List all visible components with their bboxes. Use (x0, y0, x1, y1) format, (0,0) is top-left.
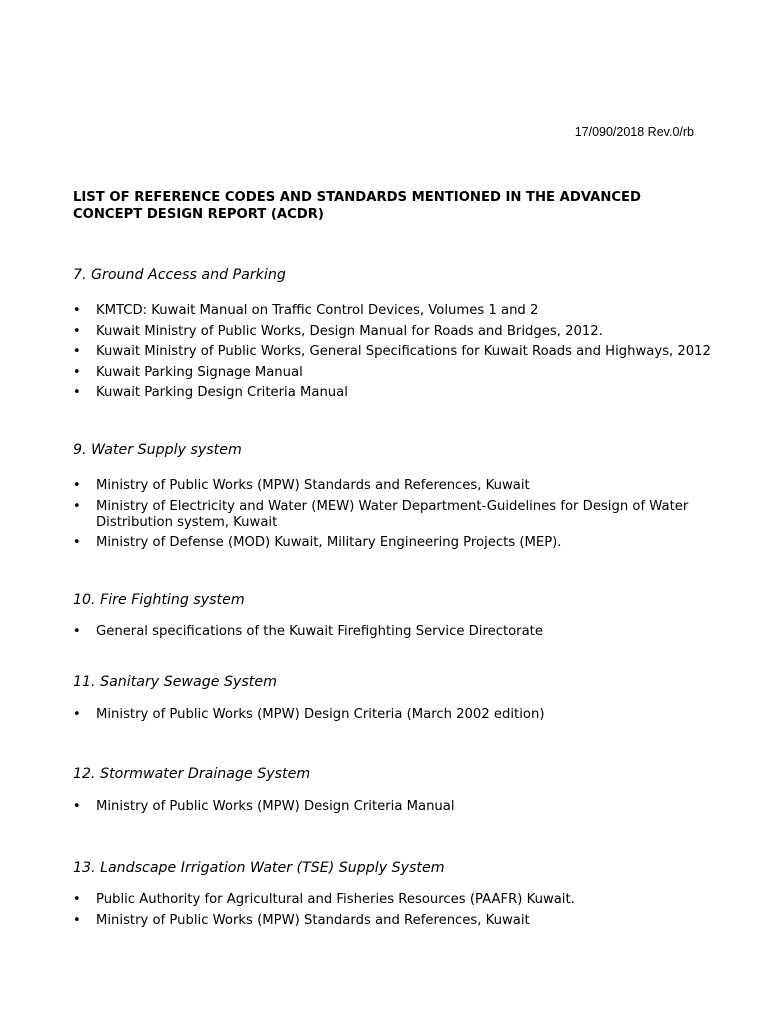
list-item (73, 499, 713, 531)
bullet-icon: • (73, 478, 81, 493)
reference-list (73, 478, 713, 551)
bullet-icon: • (73, 498, 81, 514)
bullet-icon: • (73, 799, 81, 814)
list-item-text: Ministry of Public Works (MPW) Design Criteria (March 2002 edition) (96, 707, 545, 722)
section-sanitary-sewage (73, 673, 713, 728)
bullet-icon: • (73, 892, 81, 907)
list-item-text: Public Authority for Agricultural and Fisheries Resources (PAAFR) Kuwait. (96, 892, 575, 907)
list-item (73, 892, 713, 908)
bullet-icon: • (73, 535, 81, 550)
list-item (73, 913, 713, 929)
list-item-text: KMTCD: Kuwait Manual on Traffic Control Devices, Volumes 1 and 2 (96, 303, 539, 318)
reference-list (73, 707, 713, 723)
list-item (73, 344, 713, 360)
document-title: LIST OF REFERENCE CODES AND STANDARDS MENTIONED IN THE ADVANCED CONCEPT DESIGN REPORT (ACDR) (73, 190, 642, 222)
list-item-text: Ministry of Public Works (MPW) Standards and References, Kuwait (96, 912, 530, 928)
list-item (73, 365, 713, 381)
list-item-text: Kuwait Parking Design Criteria Manual (96, 385, 348, 400)
list-item (73, 324, 713, 340)
document-reference: 17/090/2018 Rev.0/rb (574, 125, 694, 139)
bullet-icon: • (73, 303, 81, 318)
section-fire-fighting (73, 591, 713, 645)
list-item (73, 799, 713, 815)
section-heading: 11. Sanitary Sewage System (73, 674, 277, 690)
list-item (73, 385, 713, 401)
list-item (73, 624, 713, 640)
list-item-text: Ministry of Electricity and Water (MEW) Water Department-Guidelines for Design of Water Distribution system, Kuwait (96, 498, 689, 530)
list-item (73, 707, 713, 723)
list-item-text: Kuwait Ministry of Public Works, Design Manual for Roads and Bridges, 2012. (96, 323, 603, 339)
section-stormwater-drainage (73, 765, 713, 820)
bullet-icon: • (73, 385, 81, 400)
list-item-text: Ministry of Defense (MOD) Kuwait, Military Engineering Projects (MEP). (96, 535, 562, 550)
section-ground-access-parking (73, 266, 713, 406)
list-item-text: Ministry of Public Works (MPW) Standards and References, Kuwait (96, 478, 530, 493)
section-heading: 12. Stormwater Drainage System (73, 766, 311, 782)
bullet-icon: • (73, 344, 81, 359)
list-item (73, 303, 713, 319)
section-heading: 13. Landscape Irrigation Water (TSE) Supply System (73, 860, 445, 876)
section-heading: 7. Ground Access and Parking (73, 267, 286, 283)
list-item-text: Ministry of Public Works (MPW) Design Criteria Manual (96, 799, 455, 814)
bullet-icon: • (73, 323, 81, 339)
reference-list (73, 799, 713, 815)
list-item-text: Kuwait Ministry of Public Works, General Specifications for Kuwait Roads and Highways, 2012 (96, 344, 711, 359)
list-item (73, 535, 713, 551)
reference-list (73, 303, 713, 401)
bullet-icon: • (73, 707, 81, 722)
bullet-icon: • (73, 364, 81, 380)
list-item-text: Kuwait Parking Signage Manual (96, 364, 303, 380)
reference-list (73, 624, 713, 640)
reference-list (73, 892, 713, 929)
section-heading: 10. Fire Fighting system (73, 592, 245, 608)
list-item (73, 478, 713, 494)
section-landscape-irrigation (73, 859, 713, 933)
section-water-supply (73, 441, 713, 556)
section-heading: 9. Water Supply system (73, 442, 242, 458)
list-item-text: General specifications of the Kuwait Firefighting Service Directorate (96, 624, 543, 639)
bullet-icon: • (73, 624, 81, 639)
bullet-icon: • (73, 912, 81, 928)
